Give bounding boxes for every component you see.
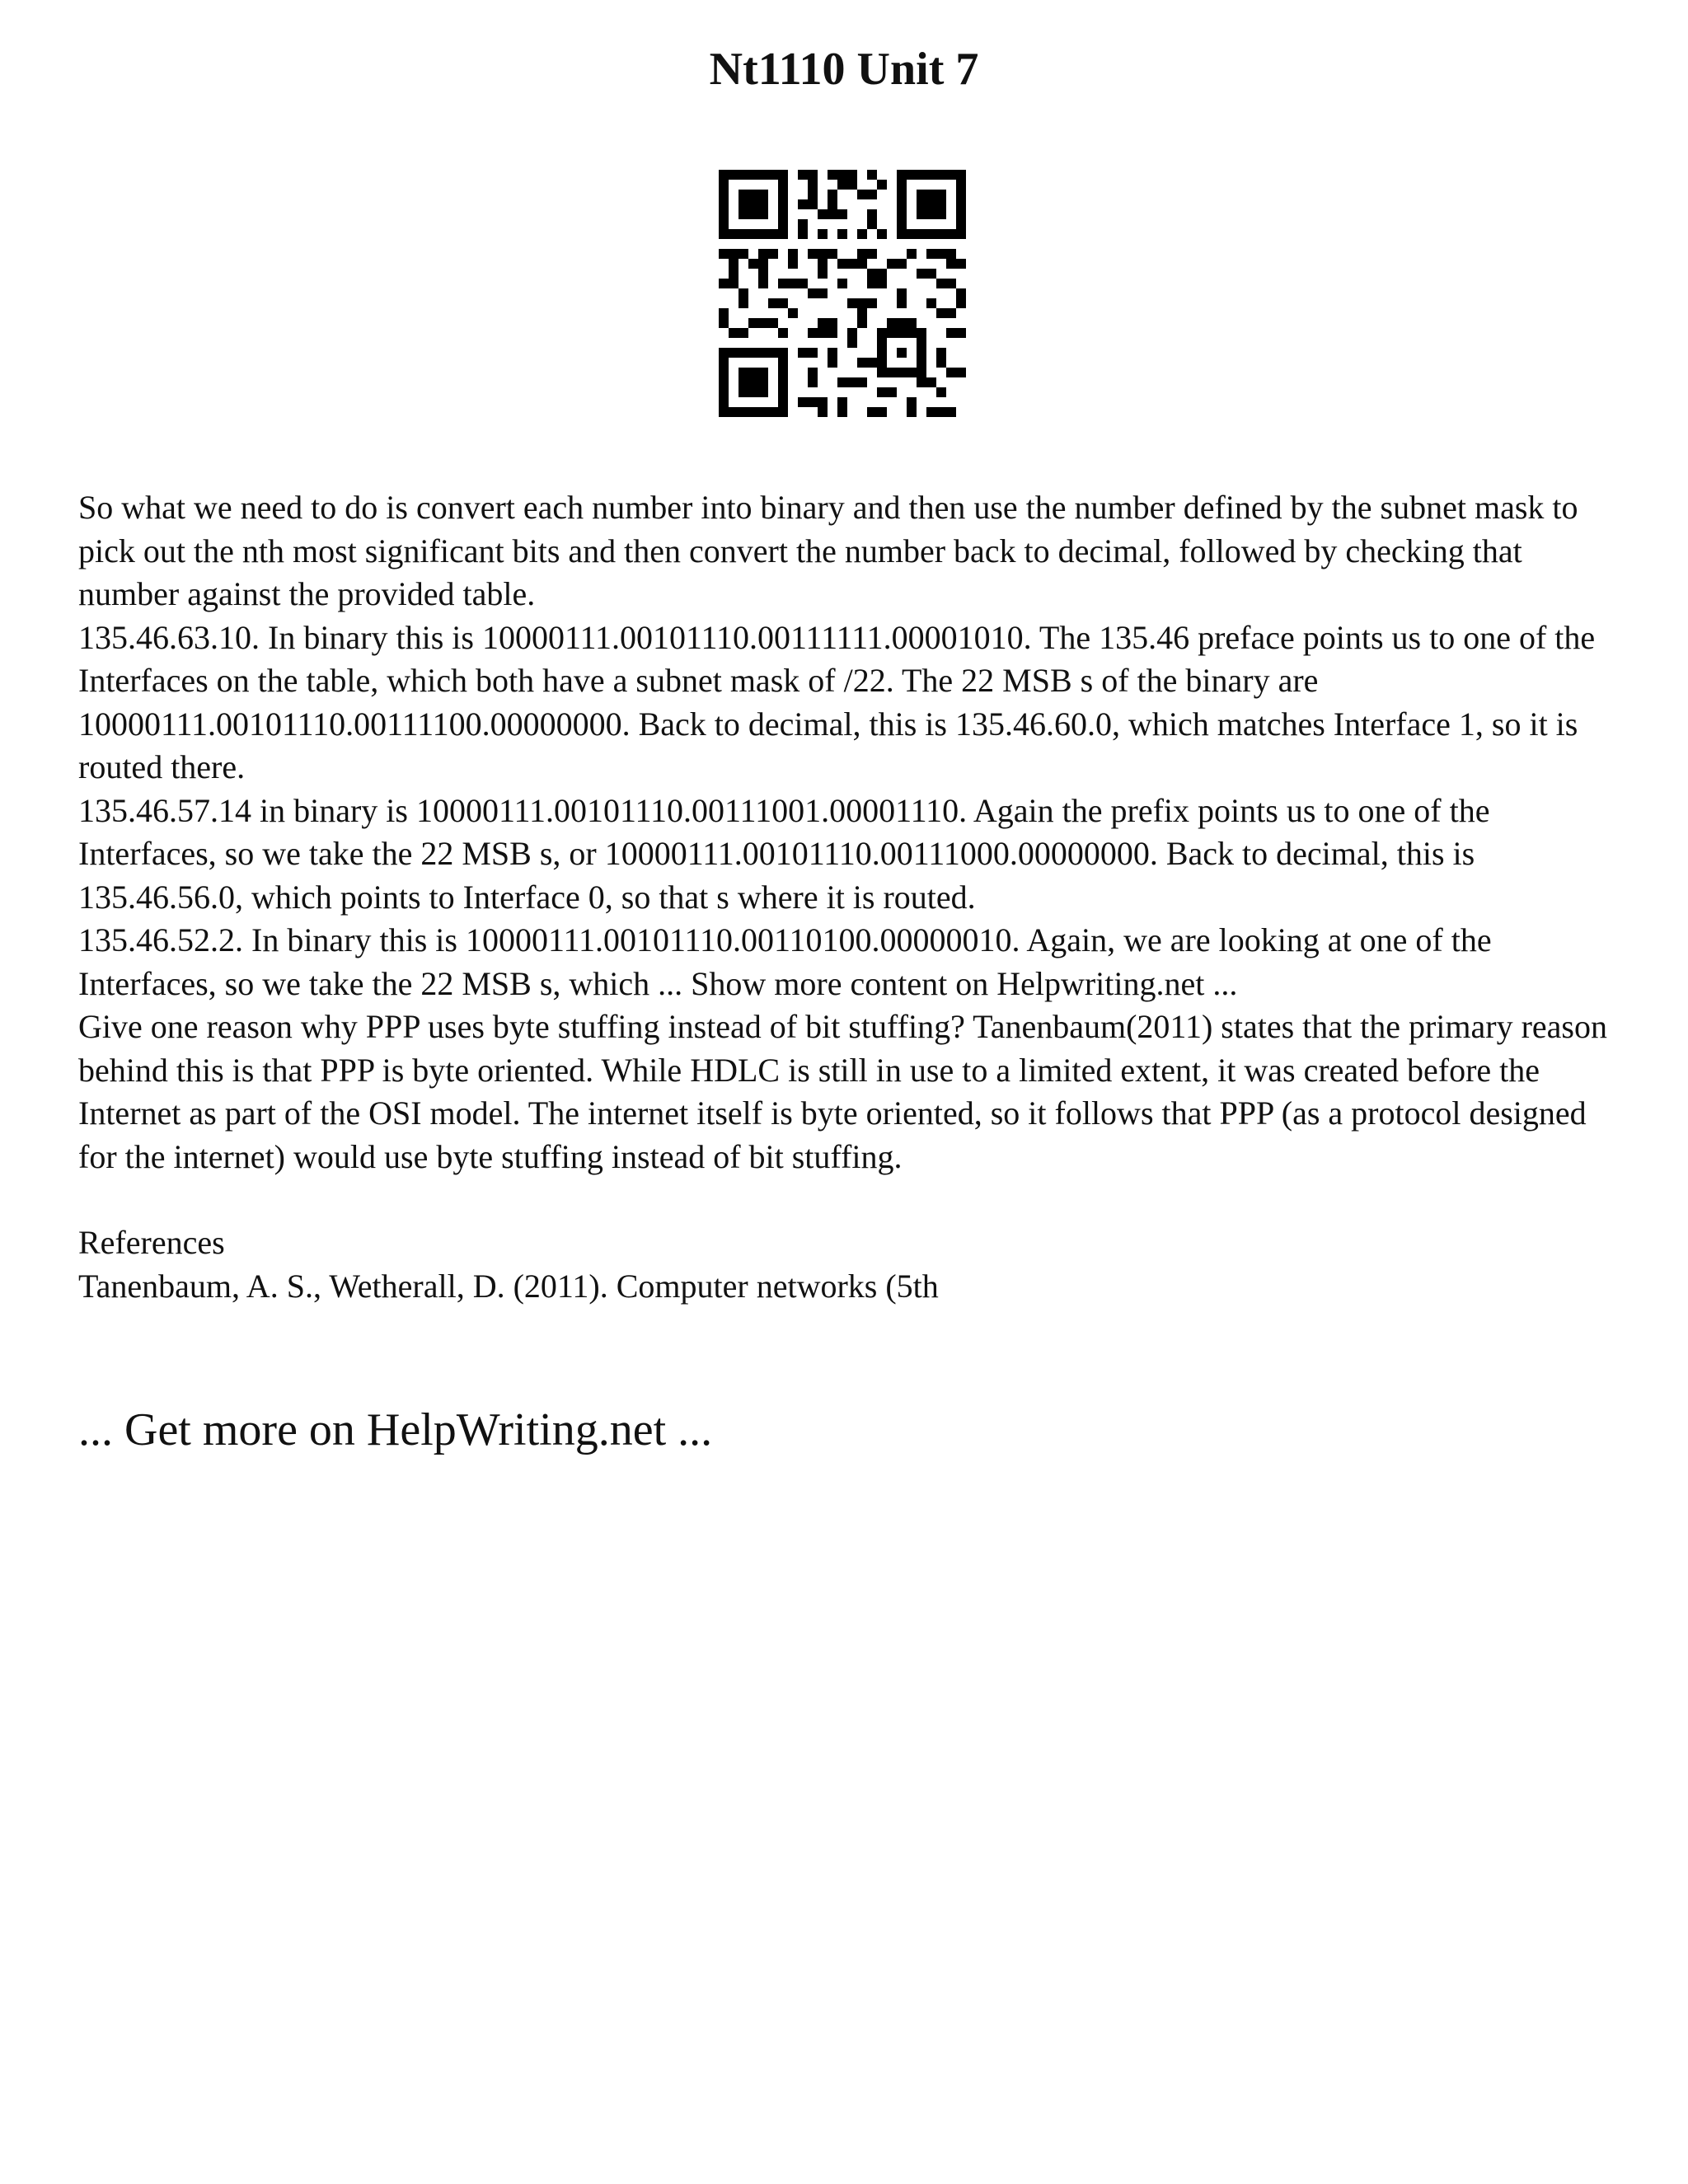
- spacer: [78, 1179, 1628, 1221]
- qr-code-icon[interactable]: [719, 170, 966, 417]
- paragraph-ppp: Give one reason why PPP uses byte stuffing instead of bit stuffing? Tanenbaum(2011) states that the primary reason behind this is that PPP is byte oriented. While HDLC is still in use to a limited extent, it was created before the Internet as part of the OSI model. The internet itself is byte oriented, so it follows that PPP (as a protocol designed for the internet) would use byte stuffing instead of bit stuffing.: [78, 1008, 1607, 1175]
- paragraph-address-3: 135.46.52.2. In binary this is 10000111.00101110.00110100.00000010. Again, we are looking at one of the Interfaces, so we take the 22 MSB s, which ... Show more content on Helpwriting.net ...: [78, 921, 1492, 1002]
- article-body: [78, 486, 1628, 1308]
- paragraph-address-2: 135.46.57.14 in binary is 10000111.00101110.00111001.00001110. Again the prefix points us to one of the Interfaces, so we take the 22 MSB s, or 10000111.00101110.00111000.00000000. Back to decimal, this is 135.46.56.0, which points to Interface 0, so that s where it is routed.: [78, 791, 1490, 916]
- paragraph-intro: So what we need to do is convert each number into binary and then use the number defined by the subnet mask to pick out the nth most significant bits and then convert the number back to decimal, followed by checking that number against the provided table.: [78, 489, 1578, 612]
- paragraph-address-1: 135.46.63.10. In binary this is 10000111.00101110.00111111.00001010. The 135.46 preface points us to one of the Interfaces on the table, which both have a subnet mask of /22. The 22 MSB s of the binary are 10000111.00101110.00111100.00000000. Back to decimal, this is 135.46.60.0, which matches Interface 1, so it is routed there.: [78, 618, 1596, 785]
- references-heading: References: [78, 1224, 225, 1261]
- page-title: Nt1110 Unit 7: [709, 44, 979, 95]
- get-more-link[interactable]: ... Get more on HelpWriting.net ...: [78, 1404, 713, 1455]
- reference-entry: Tanenbaum, A. S., Wetherall, D. (2011). Computer networks (5th: [78, 1267, 939, 1305]
